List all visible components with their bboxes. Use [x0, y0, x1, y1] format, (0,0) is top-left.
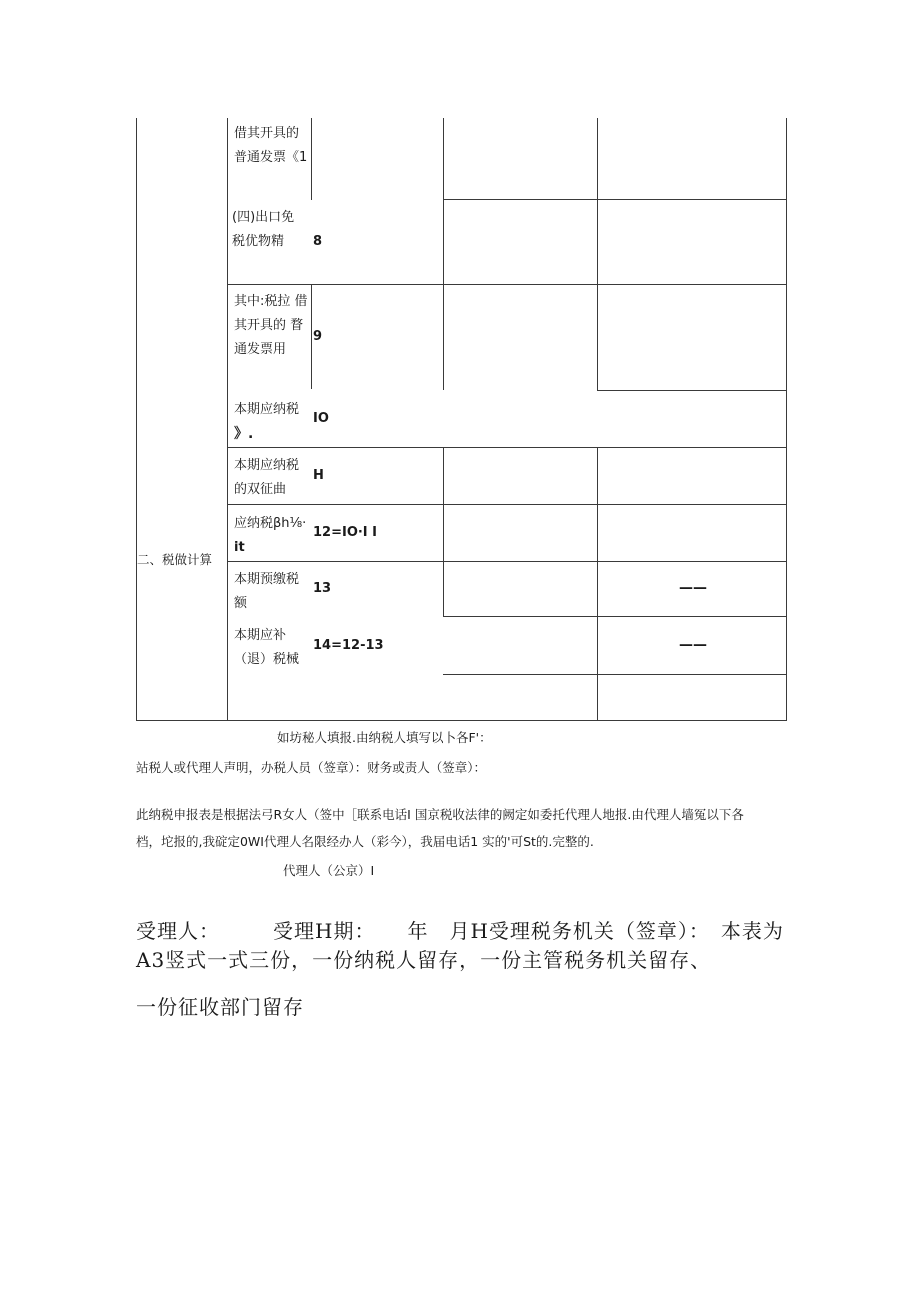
num-col-border-1	[311, 118, 312, 200]
row-number: 9	[313, 329, 323, 344]
note-line-3a: 此纳税申报表是根据法弓R女人（签中［联系电话I 国京税收法律的阙定如委托代理人地报.由代理人墙冤以下各	[136, 807, 744, 822]
row-number: H	[313, 468, 324, 483]
row-line-3	[597, 390, 787, 391]
row-number: 12=IO·I I	[313, 525, 378, 540]
note-line-3b: 档，坨报的,我碇定0WI代理人名限经办人（彩今），我届电话1 实的'可St的.完整的.	[136, 834, 594, 849]
col3-border-b	[597, 447, 598, 721]
value-col-border-b	[443, 447, 444, 616]
row-label: (四)出口免 税优物精	[232, 210, 295, 249]
row-label: 本期预缴税 额	[234, 572, 300, 611]
footer-line-2: A3竖式一式三份，一份纳税人留存，一份主管税务机关留存、	[136, 948, 712, 972]
col3-border-a	[597, 118, 598, 391]
row-line-5	[228, 504, 787, 505]
row-line-4	[228, 447, 787, 448]
row-label: 本期应补 （退）税械	[234, 628, 300, 667]
value-col-border-a	[443, 118, 444, 390]
row-line-6	[228, 561, 787, 562]
row-line-7	[443, 616, 787, 617]
footer-line-1: 受理人： 受理H期： 年 月H受理税务机关（签章）： 本表为	[136, 919, 784, 943]
row-line-8	[443, 674, 787, 675]
row-label: 应纳税βh⅛· it	[234, 516, 307, 555]
table-border-left	[136, 118, 137, 721]
row-number: 8	[313, 234, 323, 249]
table-border-bottom	[136, 720, 787, 721]
dash-mark: ——	[679, 580, 707, 596]
row-label: 其中:税拉 借 其开具的 瞀 通发票用	[234, 294, 308, 357]
num-col-border-2	[311, 285, 312, 389]
row-line-1	[443, 199, 787, 200]
row-number: 13	[313, 581, 332, 596]
footer-line-3: 一份征收部门留存	[136, 995, 304, 1019]
note-line-4: 代理人（公京）I	[283, 863, 375, 878]
table-border-right	[786, 118, 787, 721]
dash-mark: ——	[679, 637, 707, 653]
row-label: 本期应纳税 的双征曲	[234, 458, 300, 497]
section-label: 二、税做计算	[137, 552, 213, 567]
note-line-1: 如坊秘人填报.由纳税人填写以卜各F'：	[277, 730, 492, 745]
row-label: 本期应纳税 》.	[234, 402, 300, 442]
row-number: 14=12-13	[313, 638, 384, 653]
row-number: IO	[313, 411, 329, 426]
row-line-2	[228, 284, 787, 285]
note-line-2: 站税人或代理人声明，办税人员（签章）：财务或责人（签章）：	[136, 760, 487, 775]
row-label: 借其开具的 普通发票《1	[234, 126, 308, 165]
item-col-border	[227, 118, 228, 721]
